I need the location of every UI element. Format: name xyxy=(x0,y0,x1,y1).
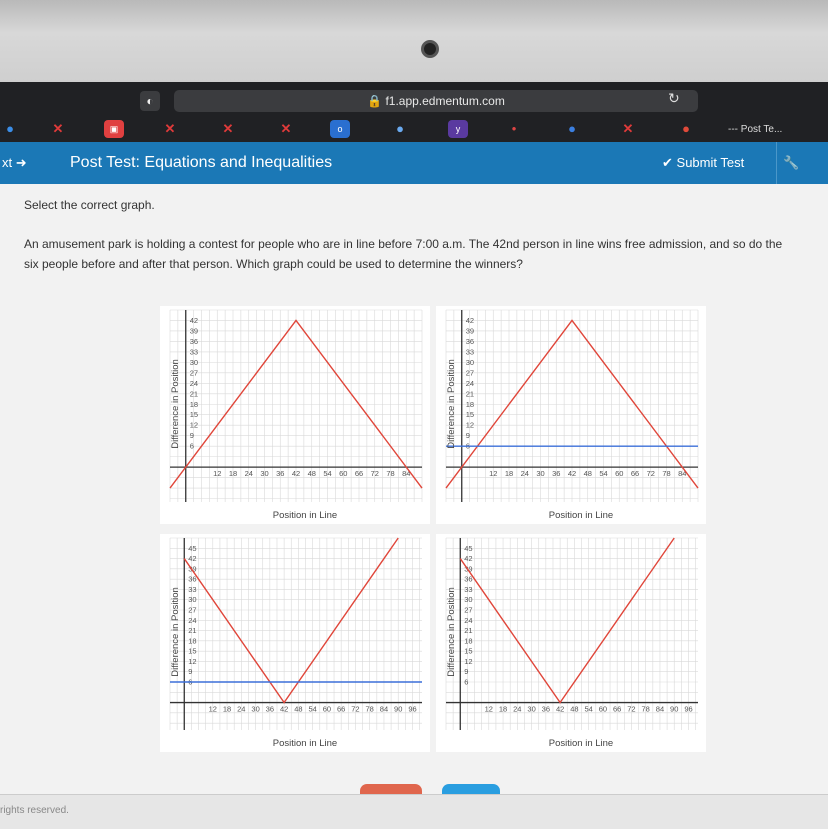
x-tick-label: 24 xyxy=(520,469,529,479)
nav-button[interactable] xyxy=(0,142,52,184)
x-tick-label: 30 xyxy=(527,704,536,714)
y-tick-label: 18 xyxy=(189,399,199,409)
x-tick-label: 72 xyxy=(370,469,379,479)
x-tick-label: 12 xyxy=(213,469,222,479)
x-tick-label: 30 xyxy=(260,469,269,479)
app-header xyxy=(0,142,828,184)
close-icon[interactable]: ✕ xyxy=(622,121,634,136)
y-tick-label: 21 xyxy=(188,626,197,636)
y-tick-label: 27 xyxy=(188,605,197,615)
close-icon[interactable]: ✕ xyxy=(164,121,176,136)
x-axis-label: Position in Line xyxy=(548,510,614,521)
x-tick-label: 48 xyxy=(294,704,303,714)
x-tick-label: 72 xyxy=(627,704,636,714)
x-tick-label: 36 xyxy=(552,469,561,479)
graph-option-b[interactable] xyxy=(436,306,706,524)
x-tick-label: 54 xyxy=(584,704,593,714)
x-tick-label: 24 xyxy=(244,469,253,479)
tab-icon[interactable]: ▣ xyxy=(104,120,124,138)
y-tick-label: 27 xyxy=(189,368,199,378)
graph-d-svg xyxy=(436,534,706,752)
submit-label: Submit Test xyxy=(676,155,745,170)
tab-icon[interactable]: o xyxy=(330,120,350,138)
x-axis-label: Position in Line xyxy=(272,738,338,749)
x-tick-label: 66 xyxy=(336,704,346,714)
y-tick-label: 9 xyxy=(188,667,193,677)
y-tick-label: 24 xyxy=(464,615,473,625)
x-tick-label: 78 xyxy=(662,469,671,479)
graph-option-a[interactable] xyxy=(160,306,430,524)
y-tick-label: 21 xyxy=(189,389,199,399)
y-tick-label: 9 xyxy=(465,431,470,441)
footer xyxy=(0,794,828,829)
y-tick-label: 15 xyxy=(189,410,199,420)
graph-b-svg xyxy=(436,306,706,524)
y-tick-label: 27 xyxy=(465,368,475,378)
x-tick-label: 96 xyxy=(684,704,693,714)
x-tick-label: 84 xyxy=(379,704,389,714)
y-tick-label: 12 xyxy=(189,420,199,430)
graph-option-d[interactable] xyxy=(436,534,706,752)
x-tick-label: 48 xyxy=(583,469,592,479)
y-tick-label: 6 xyxy=(188,677,193,687)
graph-a-svg xyxy=(160,306,430,524)
y-tick-label: 39 xyxy=(189,326,199,336)
plot-background xyxy=(436,534,706,752)
x-tick-label: 42 xyxy=(567,469,577,479)
address-bar[interactable]: 🔒 f1.app.edmentum.com xyxy=(174,90,698,112)
check-icon: ✔ xyxy=(662,155,673,170)
x-tick-label: 66 xyxy=(612,704,622,714)
y-tick-label: 6 xyxy=(464,677,469,687)
x-tick-label: 12 xyxy=(489,469,498,479)
x-tick-label: 78 xyxy=(386,469,395,479)
x-tick-label: 66 xyxy=(630,469,640,479)
y-tick-label: 36 xyxy=(188,574,197,584)
submit-test-button[interactable] xyxy=(662,142,744,184)
x-tick-label: 96 xyxy=(408,704,417,714)
x-tick-label: 60 xyxy=(598,704,608,714)
x-tick-label: 90 xyxy=(394,704,403,714)
y-tick-label: 33 xyxy=(188,584,197,594)
tab-icon[interactable]: y xyxy=(448,120,468,138)
x-tick-label: 24 xyxy=(513,704,522,714)
y-tick-label: 15 xyxy=(188,646,197,656)
instruction-text: Select the correct graph. xyxy=(24,198,155,212)
x-tick-label: 66 xyxy=(354,469,364,479)
x-tick-label: 18 xyxy=(228,469,238,479)
x-tick-label: 30 xyxy=(251,704,260,714)
camera-icon xyxy=(421,40,439,58)
tab-icon[interactable]: ● xyxy=(568,121,576,136)
graph-c-svg xyxy=(160,534,430,752)
arrow-icon: ➜ xyxy=(15,155,27,170)
x-tick-label: 42 xyxy=(555,704,565,714)
y-tick-label: 39 xyxy=(464,564,473,574)
x-tick-label: 90 xyxy=(670,704,679,714)
y-tick-label: 39 xyxy=(465,326,475,336)
x-tick-label: 48 xyxy=(307,469,316,479)
y-tick-label: 18 xyxy=(188,636,197,646)
y-tick-label: 36 xyxy=(465,336,475,346)
x-tick-label: 42 xyxy=(291,469,301,479)
y-tick-label: 12 xyxy=(188,656,197,666)
x-tick-label: 72 xyxy=(646,469,655,479)
x-tick-label: 84 xyxy=(402,469,411,479)
x-tick-label: 42 xyxy=(279,704,289,714)
y-tick-label: 6 xyxy=(465,441,470,451)
y-tick-label: 15 xyxy=(464,646,473,656)
y-axis-label: Difference in Position xyxy=(446,587,457,677)
close-icon[interactable]: ✕ xyxy=(222,121,234,136)
x-tick-label: 18 xyxy=(504,469,514,479)
x-axis-label: Position in Line xyxy=(548,738,614,749)
y-tick-label: 12 xyxy=(465,420,475,430)
x-tick-label: 60 xyxy=(322,704,332,714)
y-tick-label: 30 xyxy=(188,595,197,605)
x-tick-label: 48 xyxy=(570,704,579,714)
nav-label: xt xyxy=(2,155,13,170)
tab-strip xyxy=(0,116,828,142)
x-tick-label: 78 xyxy=(365,704,374,714)
x-tick-label: 24 xyxy=(237,704,246,714)
y-tick-label: 24 xyxy=(465,378,475,388)
y-tick-label: 21 xyxy=(464,626,473,636)
y-tick-label: 6 xyxy=(189,441,194,451)
y-tick-label: 27 xyxy=(464,605,473,615)
y-tick-label: 12 xyxy=(464,656,473,666)
question-text-line1: An amusement park is holding a contest for people who are in line before 7:00 a.m. The 42nd person in line wins free admission, and so do the xyxy=(24,237,783,251)
x-tick-label: 36 xyxy=(265,704,275,714)
question-text-line2: six people before and after that person. Which graph could be used to determine the winners? xyxy=(24,257,523,271)
y-tick-label: 36 xyxy=(189,336,199,346)
y-tick-label: 30 xyxy=(464,595,473,605)
x-tick-label: 54 xyxy=(323,469,332,479)
close-icon[interactable]: ✕ xyxy=(52,121,64,136)
x-tick-label: 36 xyxy=(276,469,285,479)
x-tick-label: 84 xyxy=(655,704,665,714)
x-tick-label: 54 xyxy=(599,469,608,479)
y-axis-label: Difference in Position xyxy=(446,359,457,449)
x-tick-label: 78 xyxy=(641,704,650,714)
x-tick-label: 12 xyxy=(208,704,217,714)
reload-icon[interactable]: ↻ xyxy=(668,90,680,106)
y-tick-label: 45 xyxy=(464,543,473,553)
y-tick-label: 39 xyxy=(188,564,197,574)
active-tab[interactable]: --- Post Te... xyxy=(728,124,783,135)
plot-background xyxy=(160,534,430,752)
x-tick-label: 12 xyxy=(484,704,493,714)
y-tick-label: 36 xyxy=(464,574,473,584)
x-tick-label: 60 xyxy=(615,469,624,479)
y-tick-label: 42 xyxy=(465,315,475,325)
shield-icon[interactable]: ◐ xyxy=(140,91,160,111)
y-tick-label: 30 xyxy=(189,357,199,367)
tab-icon[interactable]: ● xyxy=(682,121,690,136)
y-tick-label: 24 xyxy=(189,378,199,388)
x-tick-label: 18 xyxy=(222,704,232,714)
y-tick-label: 21 xyxy=(465,389,475,399)
y-tick-label: 42 xyxy=(188,554,197,564)
x-tick-label: 30 xyxy=(536,469,545,479)
tab-icon[interactable]: • xyxy=(511,121,517,136)
device-bezel xyxy=(0,0,828,82)
tab-icon[interactable]: ● xyxy=(6,121,14,136)
tab-icon[interactable]: ● xyxy=(396,121,404,136)
y-axis-label: Difference in Position xyxy=(170,359,181,449)
y-tick-label: 33 xyxy=(464,584,473,594)
y-tick-label: 33 xyxy=(465,347,475,357)
y-tick-label: 45 xyxy=(188,543,197,553)
y-tick-label: 42 xyxy=(464,554,473,564)
y-tick-label: 18 xyxy=(464,636,473,646)
x-tick-label: 18 xyxy=(498,704,508,714)
y-axis-label: Difference in Position xyxy=(170,587,181,677)
page-title: Post Test: Equations and Inequalities xyxy=(70,154,333,171)
wrench-icon: 🔧 xyxy=(783,155,800,170)
copyright-text: rights reserved. xyxy=(0,805,69,816)
y-tick-label: 15 xyxy=(465,410,475,420)
active-tab-label: Post Te... xyxy=(740,124,783,135)
x-tick-label: 60 xyxy=(339,469,348,479)
y-tick-label: 9 xyxy=(189,431,194,441)
y-tick-label: 18 xyxy=(465,399,475,409)
close-icon[interactable]: ✕ xyxy=(280,121,292,136)
y-tick-label: 24 xyxy=(188,615,197,625)
y-tick-label: 42 xyxy=(189,315,199,325)
x-tick-label: 84 xyxy=(678,469,687,479)
y-tick-label: 9 xyxy=(464,667,469,677)
x-tick-label: 72 xyxy=(351,704,360,714)
x-tick-label: 54 xyxy=(308,704,317,714)
y-tick-label: 30 xyxy=(465,357,475,367)
graph-option-c[interactable] xyxy=(160,534,430,752)
x-axis-label: Position in Line xyxy=(272,510,338,521)
x-tick-label: 36 xyxy=(541,704,551,714)
y-tick-label: 33 xyxy=(189,347,199,357)
url-text: f1.app.edmentum.com xyxy=(385,94,505,108)
